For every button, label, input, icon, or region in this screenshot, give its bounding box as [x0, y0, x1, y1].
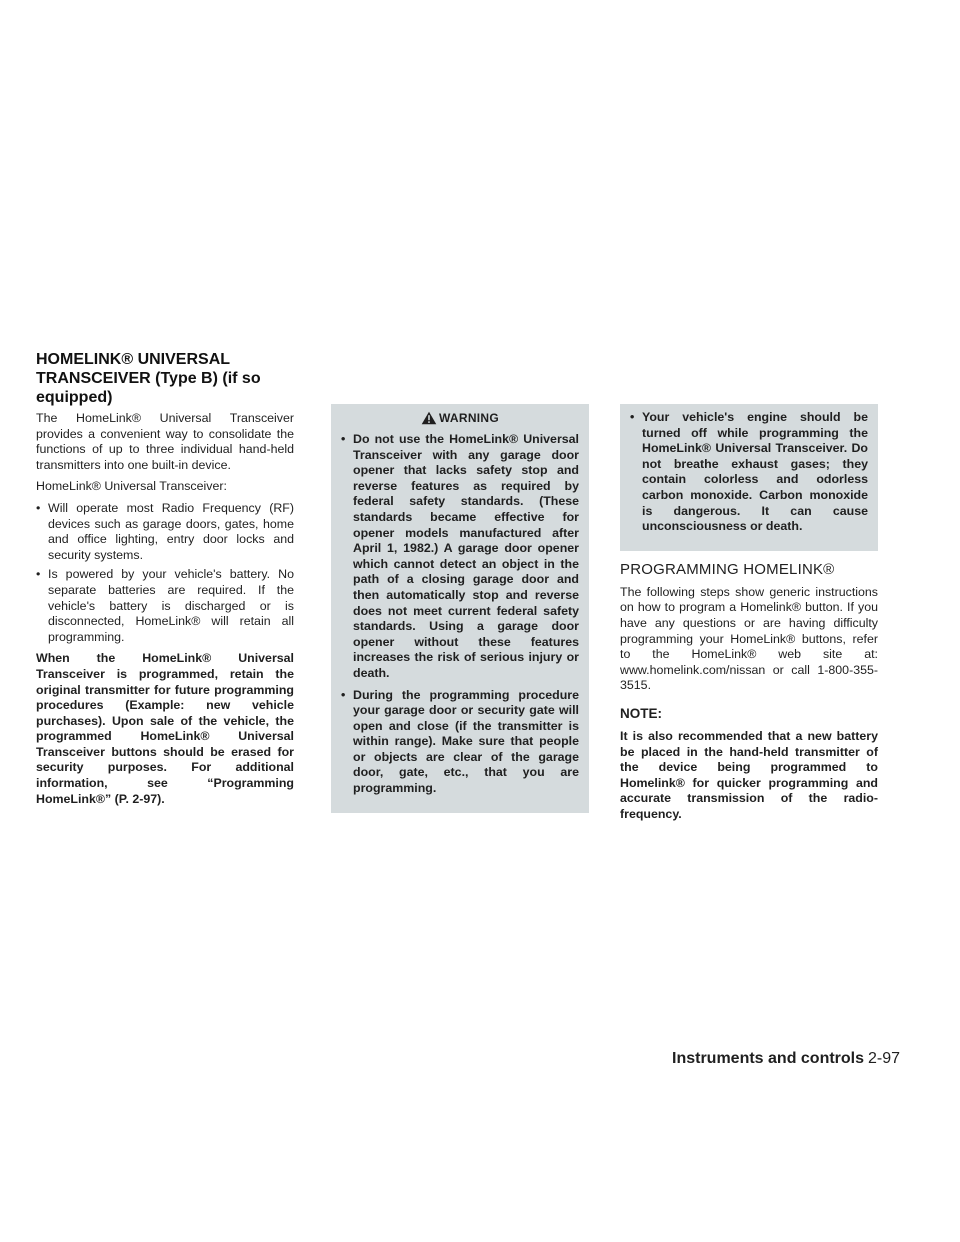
warning-list-continued: [630, 410, 868, 535]
intro-paragraph: The HomeLink® Universal Transceiver provides a convenient way to consolidate the functions of up to three individual hand-held transmitters into one built-in device.: [36, 411, 294, 472]
programming-heading: PROGRAMMING HOMELINK®: [620, 560, 835, 578]
list-item: • Will operate most Radio Frequency (RF) devices such as garage doors, gates, home and office lighting, entry door locks and security systems.: [36, 500, 294, 562]
page-number: 2-97: [868, 1050, 901, 1067]
section-title: HOMELINK® UNIVERSAL TRANSCEIVER (Type B) (if so equipped): [36, 351, 261, 406]
warning-header: [341, 410, 579, 426]
page-footer: [672, 1050, 932, 1068]
feature-list: [36, 501, 294, 645]
list-item: • Your vehicle's engine should be turned off while programming the HomeLink® Universal Transceiver. Do not breathe exhaust gases; they contain colorless and odorless carbon monoxide. Carbon monoxide is dangerous. It can cause unconsciousness or death.: [630, 410, 868, 534]
list-item: • Is powered by your vehicle's battery. No separate batteries are required. If the vehicle's battery is discharged or is disconnected, HomeLink® will retain all programming.: [36, 567, 294, 644]
column-3: [620, 404, 878, 828]
note-text: It is also recommended that a new battery be placed in the hand-held transmitter of the device being programmed to Homelink® for quicker programming and accurate transmission of the radio-frequency.: [620, 728, 878, 821]
warning-list: [341, 432, 579, 797]
column-1: [36, 350, 294, 813]
warning-label: WARNING: [438, 411, 500, 425]
programming-paragraph: The following steps show generic instructions on how to program a Homelink® button. If you have any questions or are having difficulty programming your HomeLink® buttons, refer to the HomeLink® web site at: www.homelink.com/nissan or call 1-800-355-3515.: [620, 584, 878, 693]
warning-box: [331, 404, 589, 813]
list-lead: HomeLink® Universal Transceiver:: [36, 479, 227, 494]
list-item: • Do not use the HomeLink® Universal Transceiver with any garage door opener that lacks safety stop and reverse features as required by federal safety standards. (These standards became effective for opener models manufactured after April 1, 1982.) A garage door opener which cannot detect an object in the path of a closing garage door and then automatically stop and reverse does not meet current federal safety standards. Using a garage door opener without these features increases the risk of serious injury or death.: [341, 432, 579, 680]
warning-triangle-icon: [421, 411, 437, 425]
note-label: NOTE:: [620, 705, 662, 721]
footer-chapter-title: Instruments and controls: [672, 1050, 865, 1067]
column-2: [331, 404, 589, 813]
warning-box-continued: [620, 404, 878, 551]
erase-note: When the HomeLink® Universal Transceiver is programmed, retain the original transmitter for future programming procedures (Example: new vehicle purchases). Upon sale of the vehicle, the programmed HomeLink® Universal Transceiver buttons should be erased for security purposes. For additional information, see “Programming HomeLink®” (P. 2-97).: [36, 651, 294, 806]
list-item: • During the programming procedure your garage door or security gate will open and close (if the transmitter is within range). Make sure that people or objects are clear of the garage door, gate, etc., that you are programming.: [341, 687, 579, 796]
